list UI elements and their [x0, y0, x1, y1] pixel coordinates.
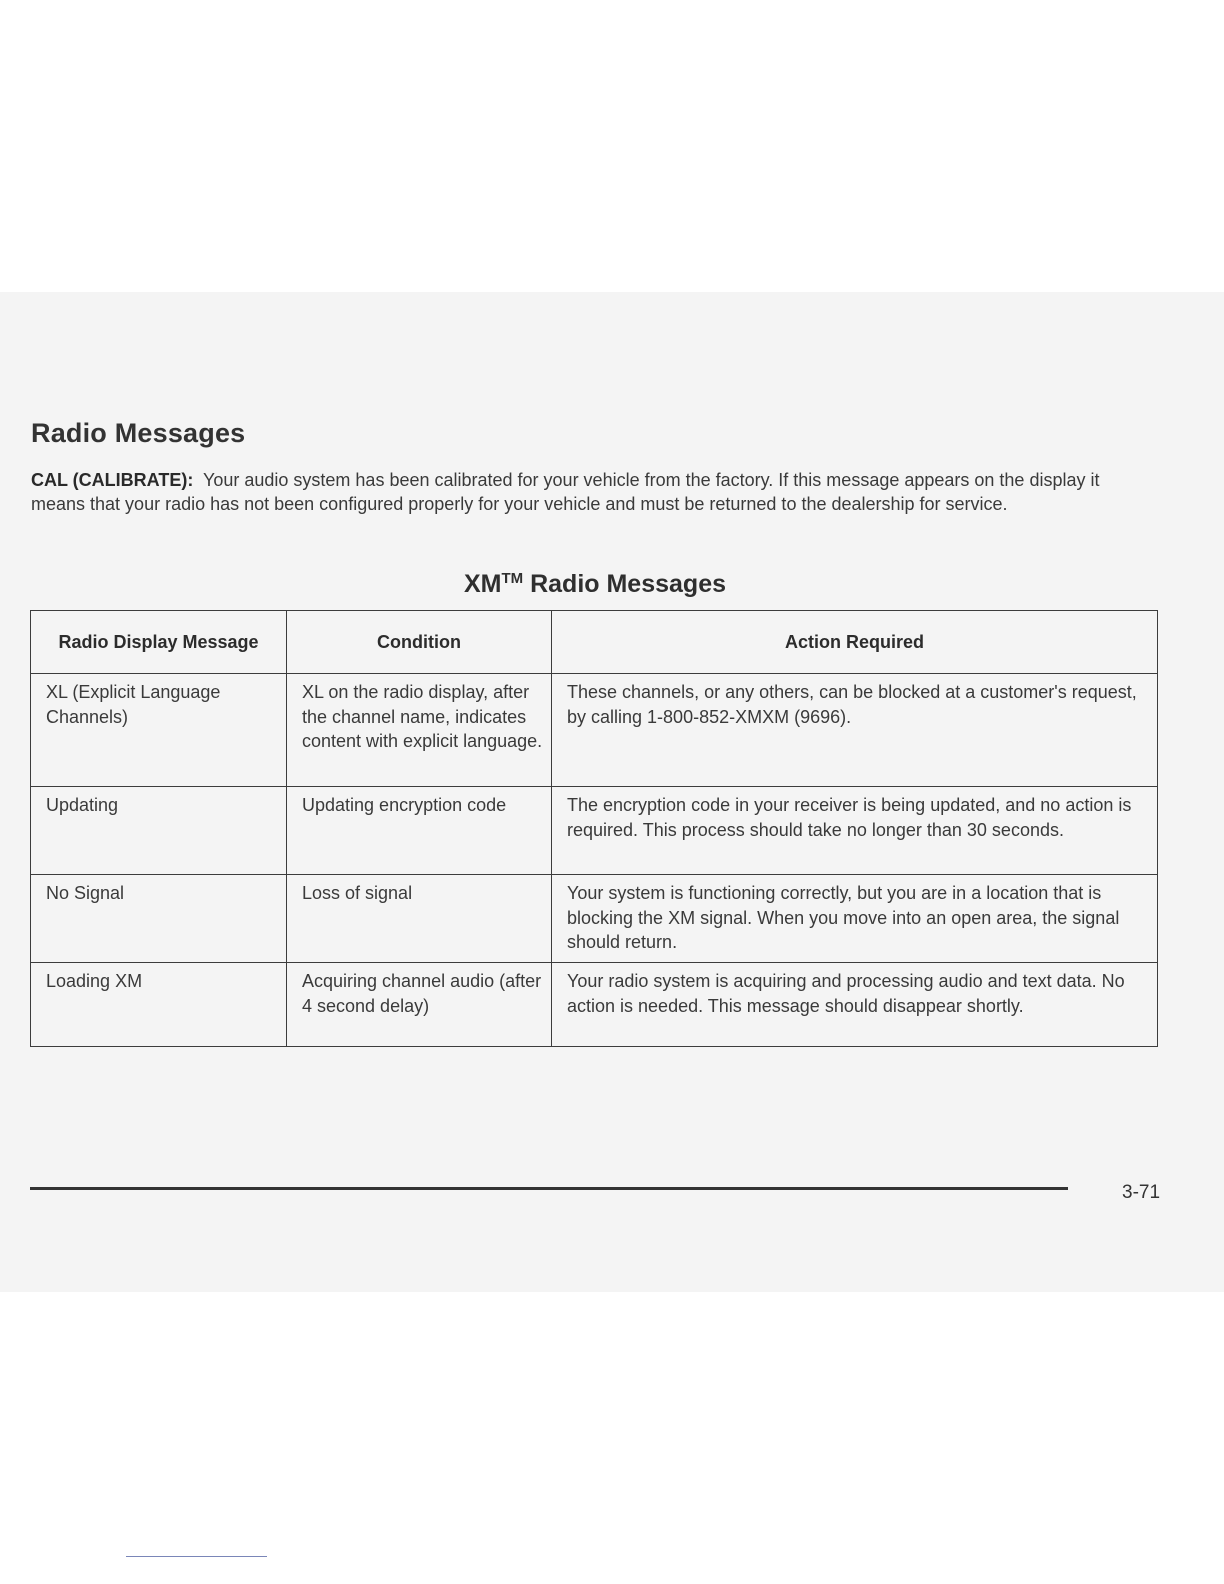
cell-action: The encryption code in your receiver is being updated, and no action is required. This process should take no longer than 30 seconds.: [552, 787, 1158, 875]
cell-condition: Updating encryption code: [287, 787, 552, 875]
cell-action: Your system is functioning correctly, but you are in a location that is blocking the XM signal. When you move into an open area, the signal should return.: [552, 875, 1158, 963]
table-row: [31, 963, 1158, 1047]
table-title-prefix: XM: [463, 570, 502, 598]
table-header-row: [31, 611, 1158, 674]
cell-message: Updating: [31, 787, 287, 875]
page-number: 3-71: [1122, 1182, 1161, 1203]
calibrate-paragraph: [31, 468, 1141, 516]
header-label: Radio Display Message: [58, 631, 259, 652]
header-action-required: [552, 611, 1158, 674]
table-row: [31, 787, 1158, 875]
calibrate-text: Your audio system has been calibrated for your vehicle from the factory. If this message appears on the display it means that your radio has not been configured properly for your vehicle and must be returned to the dealership for service.: [31, 470, 1100, 514]
table-title: [0, 570, 1190, 599]
scan-mark-line: [126, 1556, 267, 1557]
header-label: Action Required: [784, 631, 924, 652]
table-row: [31, 875, 1158, 963]
cell-message: No Signal: [31, 875, 287, 963]
table-row: [31, 674, 1158, 787]
header-label: Condition: [377, 631, 461, 652]
cell-condition: XL on the radio display, after the channel name, indicates content with explicit language.: [287, 674, 552, 787]
cell-condition: Acquiring channel audio (after 4 second delay): [287, 963, 552, 1047]
cell-action: Your radio system is acquiring and processing audio and text data. No action is needed. This message should disappear shortly.: [552, 963, 1158, 1047]
section-title: Radio Messages: [31, 418, 246, 448]
trademark-mark: TM: [501, 570, 524, 587]
xm-messages-table: [30, 610, 1158, 1047]
table-title-suffix: Radio Messages: [530, 570, 727, 598]
calibrate-term: CAL (CALIBRATE):: [31, 470, 194, 490]
cell-message: Loading XM: [31, 963, 287, 1047]
cell-condition: Loss of signal: [287, 875, 552, 963]
cell-action: These channels, or any others, can be blocked at a customer's request, by calling 1-800-852-XMXM (9696).: [552, 674, 1158, 787]
cell-message: XL (Explicit Language Channels): [31, 674, 287, 787]
header-condition: [287, 611, 552, 674]
footer-rule: [30, 1187, 1068, 1190]
header-radio-display-message: [31, 611, 287, 674]
